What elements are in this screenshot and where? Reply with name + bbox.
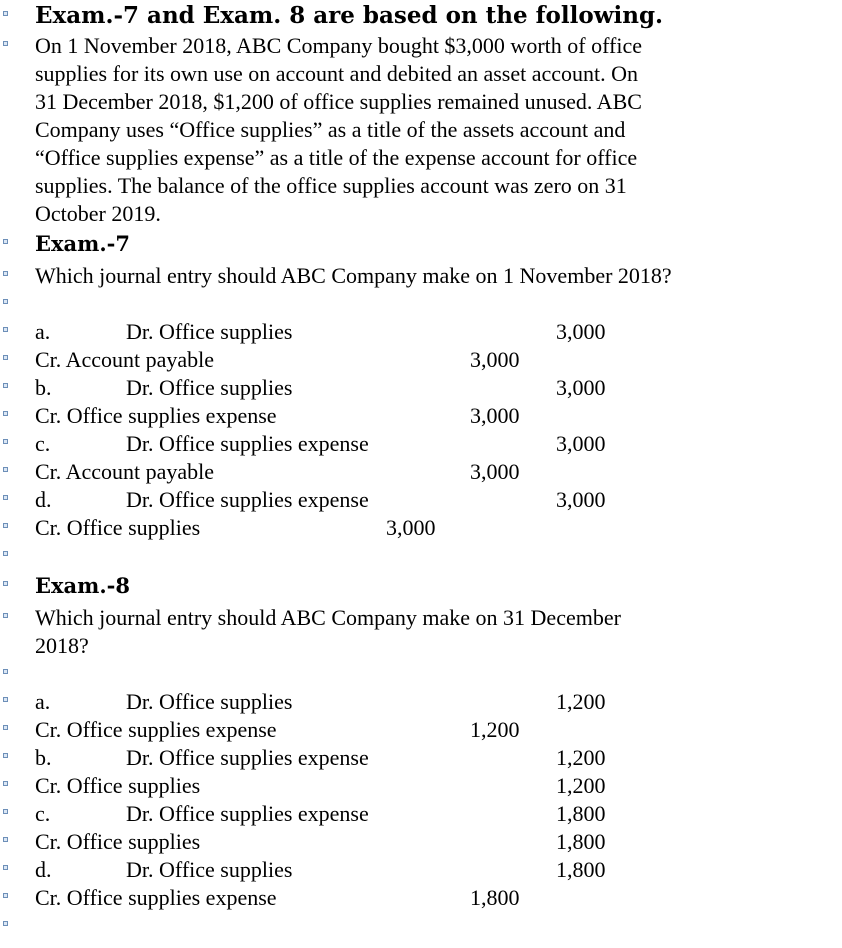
- exam8-option-d-debit: [0, 856, 842, 884]
- debit-account: Dr. Office supplies expense: [126, 745, 369, 770]
- credit-account: Cr. Office supplies: [35, 515, 201, 540]
- bullet-icon: [3, 523, 8, 528]
- bullet-icon: [3, 327, 8, 332]
- exam8-option-b-debit: [0, 744, 842, 772]
- intro-text: October 2019.: [35, 201, 161, 226]
- exam7-option-d-credit: [0, 514, 842, 542]
- exam8-question: 2018?: [35, 633, 89, 658]
- debit-account: Dr. Office supplies: [126, 857, 293, 882]
- credit-amount: 3,000: [470, 403, 520, 428]
- intro-line: [0, 172, 842, 200]
- exam7-option-b-debit: [0, 374, 842, 402]
- credit-account: Cr. Office supplies: [35, 829, 201, 854]
- exam8-question-line: [0, 632, 842, 660]
- option-letter: d.: [35, 487, 52, 512]
- credit-amount: 1,800: [470, 885, 520, 910]
- debit-amount: 1,800: [556, 801, 606, 826]
- blank-line: [0, 290, 842, 318]
- exam8-option-a-credit: [0, 716, 842, 744]
- debit-account: Dr. Office supplies: [126, 375, 293, 400]
- bullet-icon: [3, 239, 8, 244]
- bullet-icon: [3, 865, 8, 870]
- bullet-icon: [3, 41, 8, 46]
- bullet-icon: [3, 383, 8, 388]
- intro-heading: Exam.-7 and Exam. 8 are based on the following.: [35, 2, 664, 29]
- debit-amount: 3,000: [556, 375, 606, 400]
- debit-amount: 1,800: [556, 857, 606, 882]
- intro-text: supplies for its own use on account and debited an asset account. On: [35, 61, 639, 86]
- credit-account: Cr. Account payable: [35, 459, 215, 484]
- intro-text: On 1 November 2018, ABC Company bought $3,000 worth of office: [35, 33, 642, 58]
- bullet-icon: [3, 669, 8, 674]
- option-letter: a.: [35, 319, 51, 344]
- intro-text: Company uses “Office supplies” as a title of the assets account and: [35, 117, 626, 142]
- credit-amount: 1,800: [556, 829, 606, 854]
- intro-line: [0, 60, 842, 88]
- option-letter: d.: [35, 857, 52, 882]
- credit-amount: 3,000: [386, 515, 436, 540]
- exam8-option-a-debit: [0, 688, 842, 716]
- bullet-icon: [3, 581, 8, 586]
- bullet-icon: [3, 467, 8, 472]
- bullet-icon: [3, 837, 8, 842]
- exam7-question-line: [0, 262, 842, 290]
- exam8-option-c-credit: [0, 828, 842, 856]
- bullet-icon: [3, 355, 8, 360]
- intro-line: [0, 88, 842, 116]
- exam7-heading-line: [0, 230, 842, 258]
- exam7-question: Which journal entry should ABC Company make on 1 November 2018?: [35, 263, 672, 288]
- bullet-icon: [3, 753, 8, 758]
- bullet-icon: [3, 551, 8, 556]
- bullet-icon: [3, 439, 8, 444]
- bullet-icon: [3, 411, 8, 416]
- option-letter: c.: [35, 801, 51, 826]
- bullet-icon: [3, 697, 8, 702]
- credit-amount: 3,000: [470, 459, 520, 484]
- blank-line: [0, 912, 842, 940]
- intro-heading-line: [0, 2, 842, 30]
- option-letter: a.: [35, 689, 51, 714]
- debit-account: Dr. Office supplies expense: [126, 487, 369, 512]
- exam7-option-a-debit: [0, 318, 842, 346]
- credit-account: Cr. Office supplies: [35, 773, 201, 798]
- exam8-heading: Exam.-8: [35, 573, 130, 598]
- credit-amount: 1,200: [556, 773, 606, 798]
- debit-account: Dr. Office supplies expense: [126, 431, 369, 456]
- intro-text: “Office supplies expense” as a title of the expense account for office: [35, 145, 638, 170]
- credit-account: Cr. Office supplies expense: [35, 885, 277, 910]
- bullet-icon: [3, 495, 8, 500]
- option-letter: c.: [35, 431, 51, 456]
- bullet-icon: [3, 893, 8, 898]
- exam8-option-b-credit: [0, 772, 842, 800]
- credit-amount: 1,200: [470, 717, 520, 742]
- credit-account: Cr. Office supplies expense: [35, 403, 277, 428]
- credit-account: Cr. Office supplies expense: [35, 717, 277, 742]
- intro-line: [0, 32, 842, 60]
- intro-text: supplies. The balance of the office supplies account was zero on 31: [35, 173, 627, 198]
- exam7-option-c-debit: [0, 430, 842, 458]
- bullet-icon: [3, 271, 8, 276]
- option-letter: b.: [35, 375, 52, 400]
- intro-line: [0, 144, 842, 172]
- debit-amount: 3,000: [556, 319, 606, 344]
- exam8-heading-line: [0, 572, 842, 600]
- exam7-option-c-credit: [0, 458, 842, 486]
- bullet-icon: [3, 809, 8, 814]
- debit-account: Dr. Office supplies expense: [126, 801, 369, 826]
- exam7-heading: Exam.-7: [35, 231, 130, 256]
- debit-amount: 1,200: [556, 745, 606, 770]
- debit-amount: 3,000: [556, 431, 606, 456]
- exam8-question: Which journal entry should ABC Company make on 31 December: [35, 605, 621, 630]
- credit-amount: 3,000: [470, 347, 520, 372]
- exam8-option-c-debit: [0, 800, 842, 828]
- blank-line: [0, 660, 842, 688]
- bullet-icon: [3, 725, 8, 730]
- intro-line: [0, 200, 842, 228]
- debit-amount: 1,200: [556, 689, 606, 714]
- bullet-icon: [3, 299, 8, 304]
- bullet-icon: [3, 11, 8, 16]
- debit-amount: 3,000: [556, 487, 606, 512]
- intro-text: 31 December 2018, $1,200 of office supplies remained unused. ABC: [35, 89, 642, 114]
- exam7-option-a-credit: [0, 346, 842, 374]
- exam8-question-line: [0, 604, 842, 632]
- debit-account: Dr. Office supplies: [126, 689, 293, 714]
- bullet-icon: [3, 781, 8, 786]
- exam8-option-d-credit: [0, 884, 842, 912]
- credit-account: Cr. Account payable: [35, 347, 215, 372]
- bullet-icon: [3, 613, 8, 618]
- option-letter: b.: [35, 745, 52, 770]
- debit-account: Dr. Office supplies: [126, 319, 293, 344]
- bullet-icon: [3, 921, 8, 926]
- exam7-option-d-debit: [0, 486, 842, 514]
- intro-line: [0, 116, 842, 144]
- blank-line: [0, 542, 842, 570]
- exam7-option-b-credit: [0, 402, 842, 430]
